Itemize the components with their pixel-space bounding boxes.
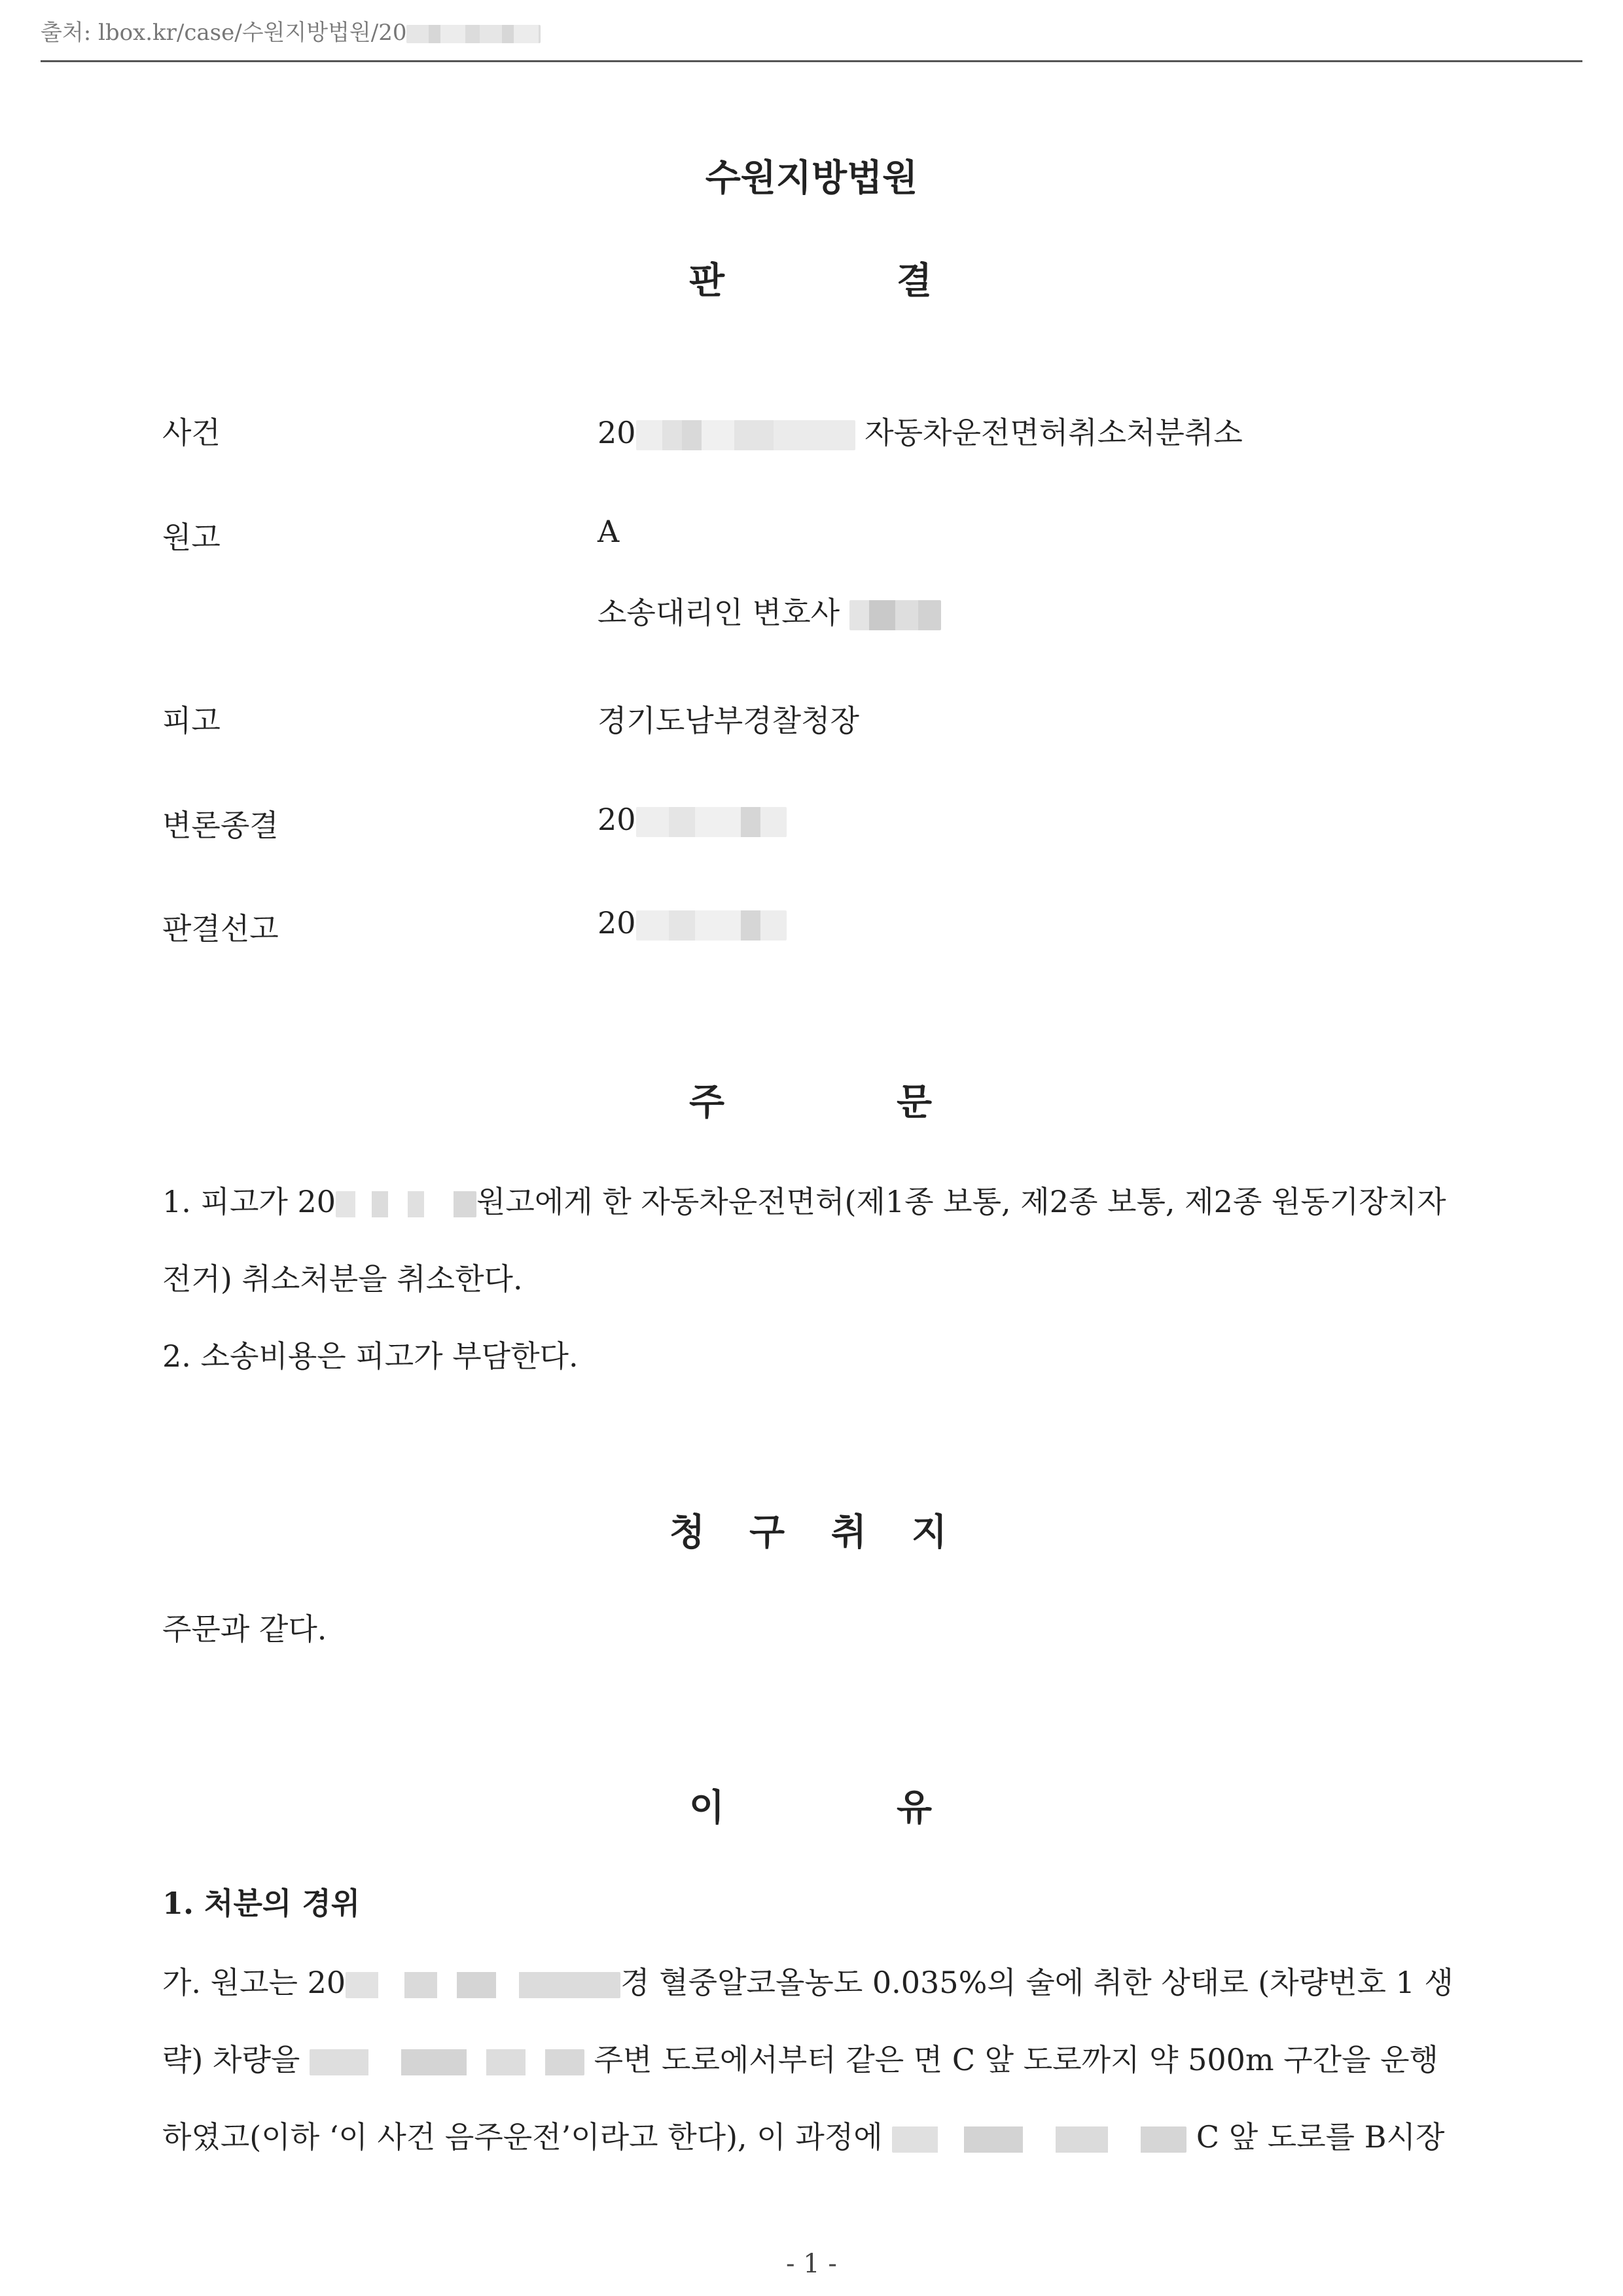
plaintiff-name: A xyxy=(597,514,620,549)
closing-prefix: 20 xyxy=(597,802,636,837)
reasons-line-2 xyxy=(162,2036,1438,2079)
defendant-name: 경기도남부경찰청장 xyxy=(597,703,859,738)
redacted-block xyxy=(346,1972,620,1998)
reasons-text: 략) 차량을 xyxy=(162,2042,300,2077)
case-number xyxy=(597,409,1243,452)
attorney-label: 소송대리인 변호사 xyxy=(597,595,840,630)
order-title-char-1: 주 xyxy=(689,1081,725,1124)
reasons-text: 하였고(이하 ‘이 사건 음주운전’이라고 한다), 이 과정에 xyxy=(162,2119,883,2155)
closing-date xyxy=(597,802,787,837)
order-text: 1. 피고가 20 xyxy=(162,1184,336,1219)
order-item-2: 2. 소송비용은 피고가 부담한다. xyxy=(162,1338,579,1374)
reasons-title-char-2: 유 xyxy=(897,1787,933,1829)
header-divider xyxy=(41,60,1582,62)
order-item-1-line-2: 전거) 취소처분을 취소한다. xyxy=(162,1261,523,1297)
case-label: 사건 xyxy=(162,415,221,450)
doc-type-char-2: 결 xyxy=(897,260,933,302)
reasons-line-3 xyxy=(162,2113,1444,2157)
claim-title-char-1: 청 xyxy=(669,1511,705,1554)
case-prefix: 20 xyxy=(597,415,636,450)
source-header xyxy=(41,14,541,46)
reasons-text: C 앞 도로를 B시장 xyxy=(1196,2119,1445,2155)
claim-text: 주문과 같다. xyxy=(162,1611,327,1647)
reasons-text: 경 혈중알코올농도 0.035%의 술에 취한 상태로 (차량번호 1 생 xyxy=(620,1965,1454,2000)
redacted-block xyxy=(336,1191,476,1217)
plaintiff-attorney xyxy=(597,589,941,632)
redacted-block xyxy=(406,25,541,43)
ruling-label: 판결선고 xyxy=(162,911,279,946)
doc-type-char-1: 판 xyxy=(689,260,725,302)
ruling-date xyxy=(597,905,787,941)
redacted-block xyxy=(636,420,855,450)
closing-label: 변론종결 xyxy=(162,808,279,843)
case-name: 자동차운전면허취소처분취소 xyxy=(865,415,1243,450)
order-title-char-2: 문 xyxy=(897,1081,933,1124)
claim-title-char-3: 취 xyxy=(831,1511,867,1554)
redacted-block xyxy=(849,600,941,630)
defendant-label: 피고 xyxy=(162,703,221,738)
page-number: - 1 - xyxy=(786,2249,837,2279)
plaintiff-label: 원고 xyxy=(162,520,221,555)
redacted-block xyxy=(636,910,787,941)
claim-title-char-2: 구 xyxy=(749,1511,785,1554)
reasons-text: 주변 도로에서부터 같은 면 C 앞 도로까지 약 500m 구간을 운행 xyxy=(594,2042,1438,2077)
redacted-block xyxy=(892,2126,1186,2153)
reasons-text: 가. 원고는 20 xyxy=(162,1965,346,2000)
reasons-title-char-1: 이 xyxy=(689,1787,725,1829)
order-item-1-line-1 xyxy=(162,1178,1446,1221)
reasons-line-1 xyxy=(162,1959,1454,2002)
reasons-subheading: 1. 처분의 경위 xyxy=(162,1886,361,1921)
claim-title-char-4: 지 xyxy=(912,1511,948,1554)
redacted-block xyxy=(636,807,787,837)
redacted-block xyxy=(310,2049,584,2075)
order-text: 원고에게 한 자동차운전면허(제1종 보통, 제2종 보통, 제2종 원동기장치자 xyxy=(476,1184,1446,1219)
ruling-prefix: 20 xyxy=(597,905,636,941)
court-name: 수원지방법원 xyxy=(705,157,918,200)
source-url: 출처: lbox.kr/case/수원지방법원/20 xyxy=(41,20,407,46)
